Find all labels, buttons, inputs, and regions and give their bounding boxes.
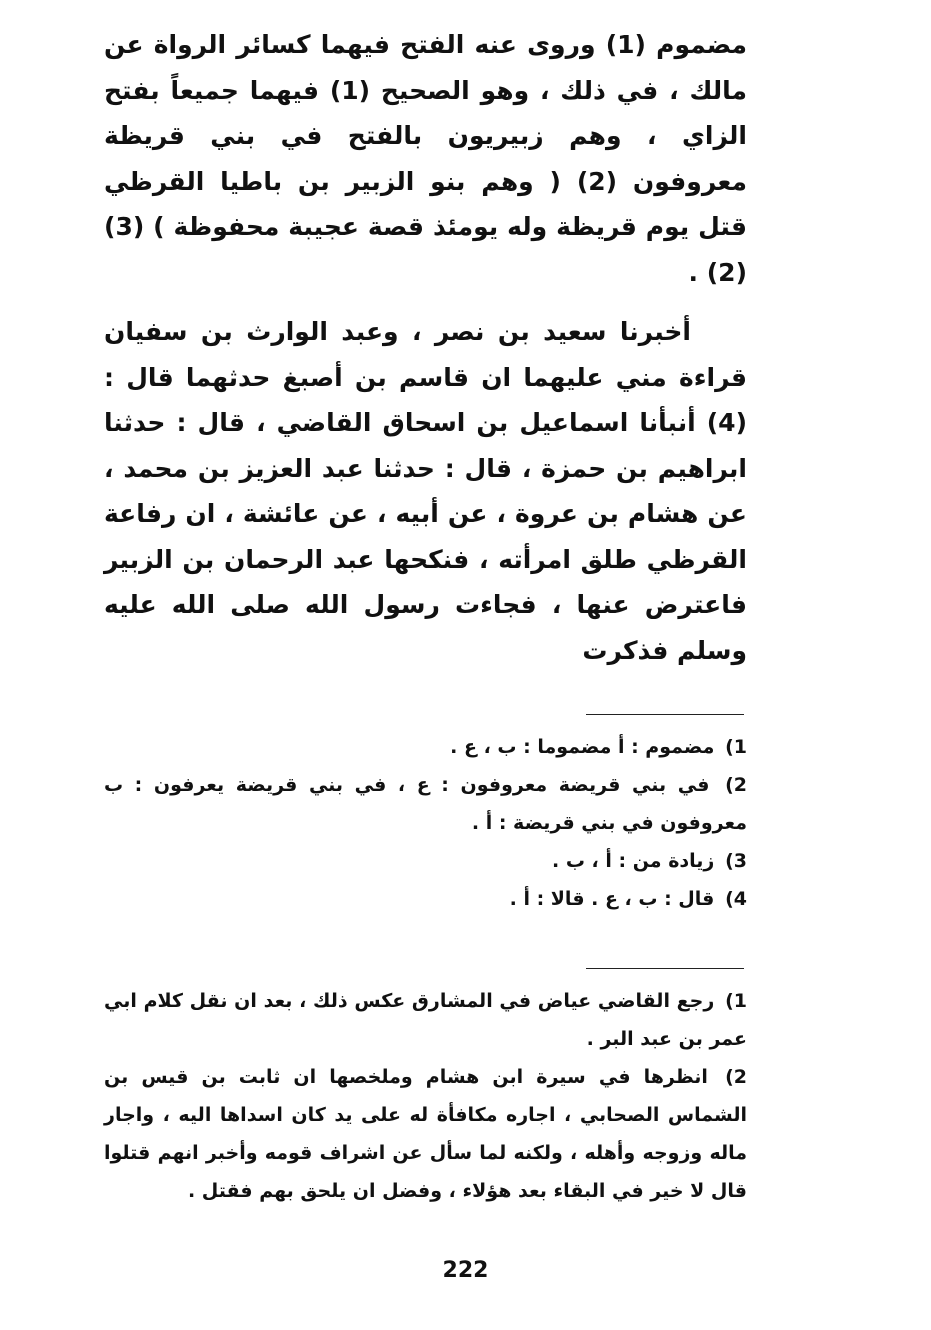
footnote-text: رجع القاضي عياض في المشارق عكس ذلك ، بعد ان نقل كلام ابي عمر بن عبد البر . xyxy=(104,990,747,1050)
footnote-text: مضموم : أ مضموما : ب ، ع . xyxy=(450,736,715,758)
footnote-text: قال : ب ، ع . قالا : أ . xyxy=(509,888,715,910)
footnote-separator-2 xyxy=(586,968,744,969)
footnote-number: 1) xyxy=(725,736,747,758)
paragraph-1: مضموم (1) وروى عنه الفتح فيهما كسائر الرواة عن مالك ، في ذلك ، وهو الصحيح (1) فيهما جميعاً بفتح الزاي ، وهم زبيريون بالفتح في بني قريظة معروفون (2) ( وهم بنو الزبير بن باطيا القرظي قتل يوم قريظة وله يومئذ قصة عجيبة محفوظة ) (3) (2) . xyxy=(104,30,747,287)
footnote-number: 2) xyxy=(725,774,747,796)
footnote-number: 4) xyxy=(725,888,747,910)
footnote-item xyxy=(104,728,747,766)
main-text xyxy=(104,22,747,673)
footnote-item xyxy=(104,1058,747,1210)
footnotes-commentary xyxy=(104,982,747,1210)
footnote-number: 3) xyxy=(725,850,747,872)
footnote-number: 2) xyxy=(725,1066,747,1088)
footnote-separator-1 xyxy=(586,714,744,715)
footnote-text: زيادة من : أ ، ب . xyxy=(552,850,715,872)
footnote-text: انظرها في سيرة ابن هشام وملخصها ان ثابت بن قيس بن الشماس الصحابي ، اجاره مكافأة له على يد كان اسداها اليه ، واجار ماله وزوجه وأهله ، ولكنه لما سأل عن اشراف قومه وأخبر انهم قتلوا قال لا خير في البقاء بعد هؤلاء ، وفضل ان يلحق بهم فقتل . xyxy=(104,1066,747,1202)
footnote-text: في بني قريضة معروفون : ع ، في بني قريضة يعرفون : ب معروفون في بني قريضة : أ . xyxy=(104,774,747,834)
footnote-number: 1) xyxy=(725,990,747,1012)
footnotes-variants xyxy=(104,728,747,918)
footnote-item xyxy=(104,982,747,1058)
footnote-item xyxy=(104,766,747,842)
paragraph-2: أخبرنا سعيد بن نصر ، وعبد الوارث بن سفيان قراءة مني عليهما ان قاسم بن أصبغ حدثهما قال : (4) أنبأنا اسماعيل بن اسحاق القاضي ، قال : حدثنا ابراهيم بن حمزة ، قال : حدثنا عبد العزيز بن محمد ، عن هشام بن عروة ، عن أبيه ، عن عائشة ، ان رفاعة القرظي طلق امرأته ، فنكحها عبد الرحمان بن الزبير فاعترض عنها ، فجاءت رسول الله صلى الله عليه وسلم فذكرت xyxy=(104,317,747,665)
footnote-item xyxy=(104,880,747,918)
footnote-item xyxy=(104,842,747,880)
page-number: 222 xyxy=(442,1258,489,1283)
